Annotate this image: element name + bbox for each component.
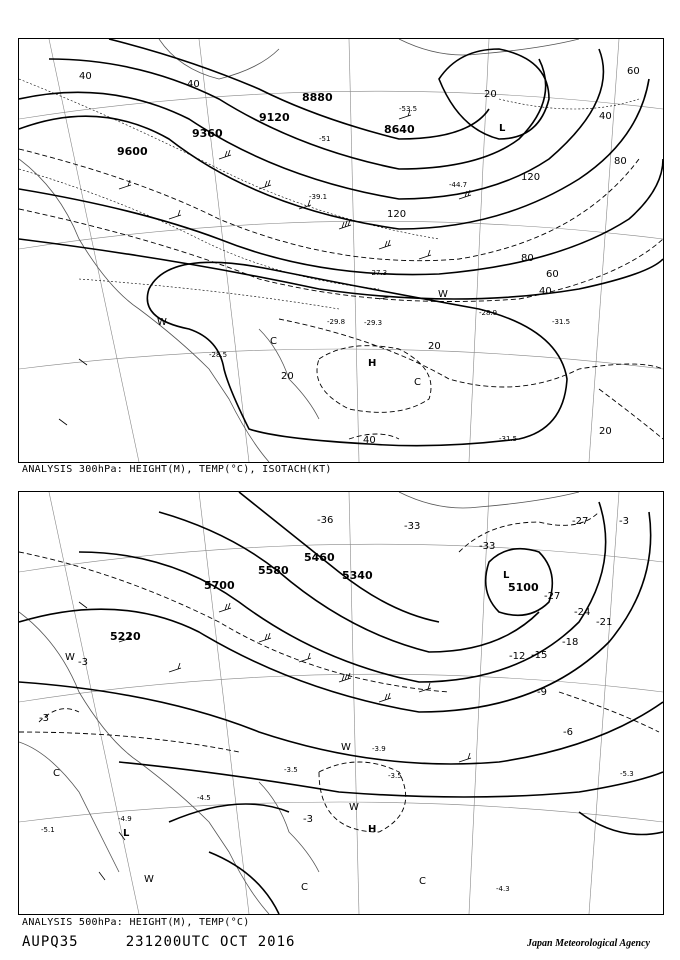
warm-mark: W xyxy=(157,317,167,328)
cold-mark: C xyxy=(419,876,426,887)
isotherm-label: -3 xyxy=(303,814,313,825)
temp-label: -31.5 xyxy=(499,435,518,443)
temp-label: -51 xyxy=(319,135,331,143)
temp-label: -5.3 xyxy=(620,770,634,778)
map-300hpa-canvas xyxy=(19,39,663,462)
temp-label: -39.1 xyxy=(309,193,328,201)
low-center: L xyxy=(123,828,130,839)
temp-label: -4.3 xyxy=(496,885,510,893)
isotach-label: 80 xyxy=(614,156,627,167)
height-label: 9600 xyxy=(117,145,148,158)
high-center: H xyxy=(368,358,377,369)
warm-mark: W xyxy=(438,289,448,300)
isotach-label: 40 xyxy=(363,435,376,446)
temp-label: -29.3 xyxy=(364,319,383,327)
isotach-label: 20 xyxy=(484,89,497,100)
temp-label: -31.5 xyxy=(552,318,571,326)
cold-mark: C xyxy=(414,377,421,388)
temp-label: -44.7 xyxy=(449,181,468,189)
height-contours xyxy=(19,492,663,914)
isotherm-label: -24 xyxy=(574,607,591,618)
isotach-label: 40 xyxy=(79,71,92,82)
temp-label: -29.8 xyxy=(327,318,346,326)
temp-label: -53.5 xyxy=(399,105,418,113)
warm-mark: W xyxy=(144,874,154,885)
temp-label: -28.5 xyxy=(209,351,228,359)
height-contours xyxy=(19,39,663,446)
isotherm-label: -33 xyxy=(479,541,496,552)
coastline xyxy=(19,492,579,914)
isotherm-label: -33 xyxy=(404,521,421,532)
map-500hpa xyxy=(18,491,664,915)
caption-300hpa: ANALYSIS 300hPa: HEIGHT(M), TEMP(°C), ISOTACH(KT) xyxy=(22,464,332,475)
temp-label: -4.9 xyxy=(118,815,132,823)
height-label: 5580 xyxy=(258,564,289,577)
cold-mark: C xyxy=(53,768,60,779)
warm-mark: W xyxy=(341,742,351,753)
map-300hpa xyxy=(18,38,664,463)
chart-identifier xyxy=(22,934,295,950)
isotherm-label: -27 xyxy=(544,591,561,602)
isotherms xyxy=(19,512,659,832)
warm-mark: W xyxy=(349,802,359,813)
wind-barbs xyxy=(79,602,471,880)
height-labels xyxy=(110,551,539,643)
isotachs xyxy=(19,149,663,439)
low-center: L xyxy=(499,123,506,134)
isotherm-label: -3 xyxy=(78,657,88,668)
isotach-label: 120 xyxy=(521,172,541,183)
isotherm-label: -3 xyxy=(619,516,629,527)
isotach-label: 20 xyxy=(599,426,612,437)
temp-label: -5.1 xyxy=(41,826,55,834)
low-center: L xyxy=(503,570,510,581)
isotach-labels xyxy=(79,66,640,446)
isotherm-label: -27 xyxy=(572,516,589,527)
height-label: 5700 xyxy=(204,579,235,592)
isotach-label: 60 xyxy=(627,66,640,77)
temp-label: -3.9 xyxy=(372,745,386,753)
isotach-label: 20 xyxy=(428,341,441,352)
isotherm-label: -12 xyxy=(509,651,526,662)
isotherm-label: -18 xyxy=(562,637,579,648)
isotherm-label: -6 xyxy=(563,727,573,738)
height-label: 9120 xyxy=(259,111,290,124)
temp-label: -4.5 xyxy=(197,794,211,802)
isotach-label: 20 xyxy=(281,371,294,382)
warm-mark: W xyxy=(65,652,75,663)
height-label: 8640 xyxy=(384,123,415,136)
isotherm-label: -15 xyxy=(531,650,548,661)
cold-mark: C xyxy=(301,882,308,893)
isotach-label: 120 xyxy=(387,209,407,220)
caption-500hpa: ANALYSIS 500hPa: HEIGHT(M), TEMP(°C) xyxy=(22,917,250,928)
height-label: 5220 xyxy=(110,630,141,643)
height-label: 5460 xyxy=(304,551,335,564)
isotherm-label: -21 xyxy=(596,617,613,628)
high-center: H xyxy=(368,824,377,835)
cold-mark: C xyxy=(270,336,277,347)
chart-datetime: 231200UTC OCT 2016 xyxy=(125,934,296,950)
temp-label: -28.9 xyxy=(479,309,498,317)
isotherm-label: -36 xyxy=(317,515,334,526)
temp-label: -3.5 xyxy=(388,772,402,780)
temp-label: -3.5 xyxy=(284,766,298,774)
isotherm-label: -9 xyxy=(537,687,547,698)
height-label: 8880 xyxy=(302,91,333,104)
height-label: 9360 xyxy=(192,127,223,140)
chart-id: AUPQ35 xyxy=(22,934,79,950)
agency-name: Japan Meteorological Agency xyxy=(527,938,650,949)
height-label: 5100 xyxy=(508,581,539,594)
temp-label: -27.3 xyxy=(369,269,388,277)
height-label: 5340 xyxy=(342,569,373,582)
isotach-label: 40 xyxy=(187,79,200,90)
graticule xyxy=(19,492,663,914)
isotach-label: 40 xyxy=(539,286,552,297)
isotach-label: 40 xyxy=(599,111,612,122)
isotach-label: 60 xyxy=(546,269,559,280)
graticule xyxy=(19,39,663,462)
isotach-label: 80 xyxy=(521,253,534,264)
map-500hpa-canvas xyxy=(19,492,663,914)
isotherm-label: -3 xyxy=(39,713,49,724)
